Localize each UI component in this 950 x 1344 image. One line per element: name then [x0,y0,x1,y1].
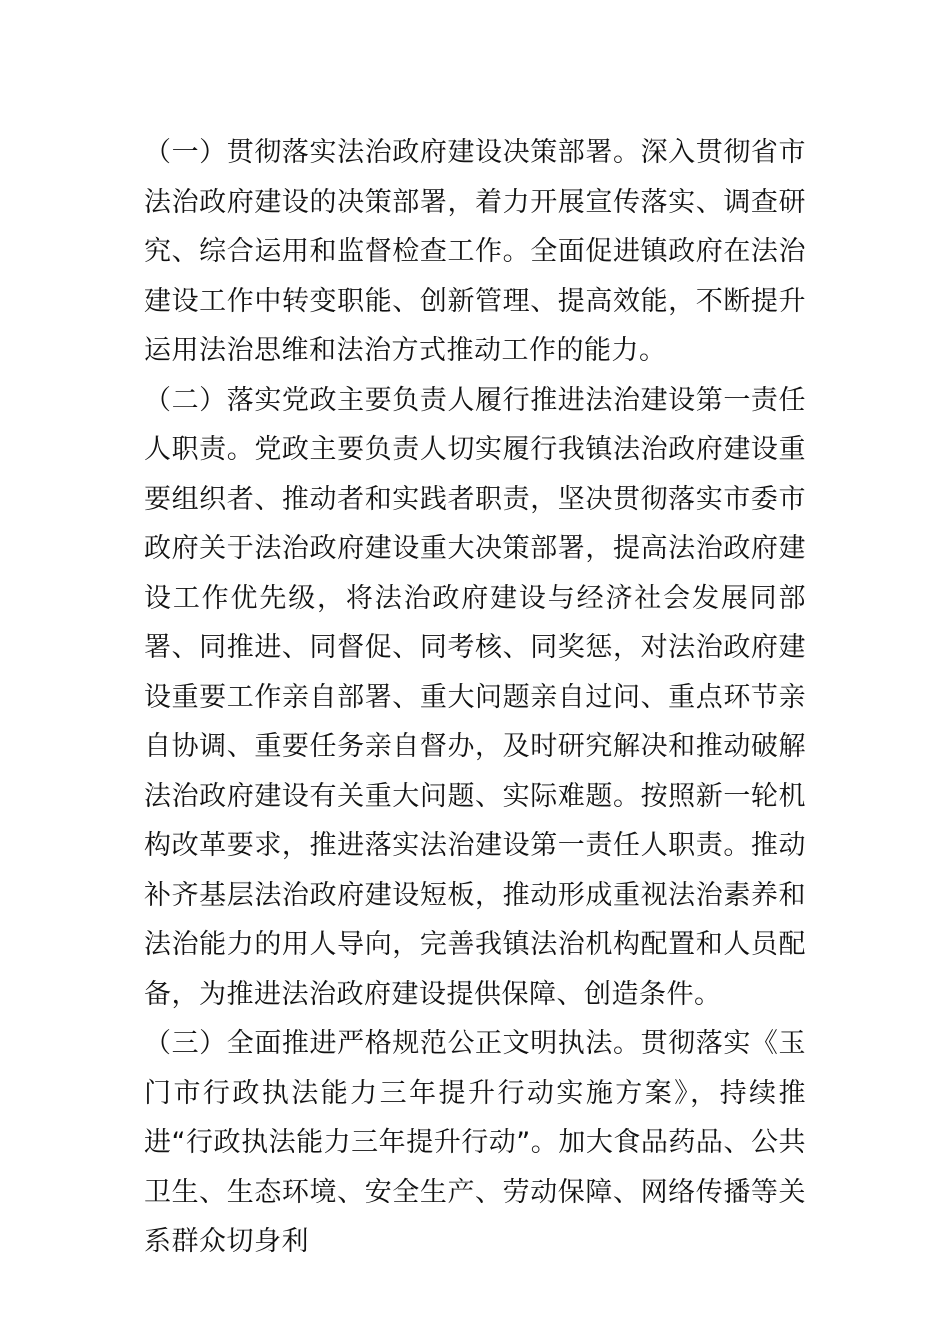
paragraph-1: （一）贯彻落实法治政府建设决策部署。深入贯彻省市法治政府建设的决策部署，着力开展宣传落实、调查研究、综合运用和监督检查工作。全面促进镇政府在法治建设工作中转变职能、创新管理、提高效能，不断提升运用法治思维和法治方式推动工作的能力。 [144,137,806,366]
paragraph-3: （三）全面推进严格规范公正文明执法。贯彻落实《玉门市行政执法能力三年提升行动实施方案》，持续推进“行政执法能力三年提升行动”。加大食品药品、公共卫生、生态环境、安全生产、劳动保障、网络传播等关系群众切身利 [144,1028,806,1257]
document-body [144,128,806,1267]
paragraph-2: （二）落实党政主要负责人履行推进法治建设第一责任人职责。党政主要负责人切实履行我镇法治政府建设重要组织者、推动者和实践者职责，坚决贯彻落实市委市政府关于法治政府建设重大决策部署，提高法治政府建设工作优先级，将法治政府建设与经济社会发展同部署、同推进、同督促、同考核、同奖惩，对法治政府建设重要工作亲自部署、重大问题亲自过问、重点环节亲自协调、重要任务亲自督办，及时研究解决和推动破解法治政府建设有关重大问题、实际难题。按照新一轮机构改革要求，推进落实法治建设第一责任人职责。推动补齐基层法治政府建设短板，推动形成重视法治素养和法治能力的用人导向，完善我镇法治机构配置和人员配备，为推进法治政府建设提供保障、创造条件。 [144,384,806,1010]
